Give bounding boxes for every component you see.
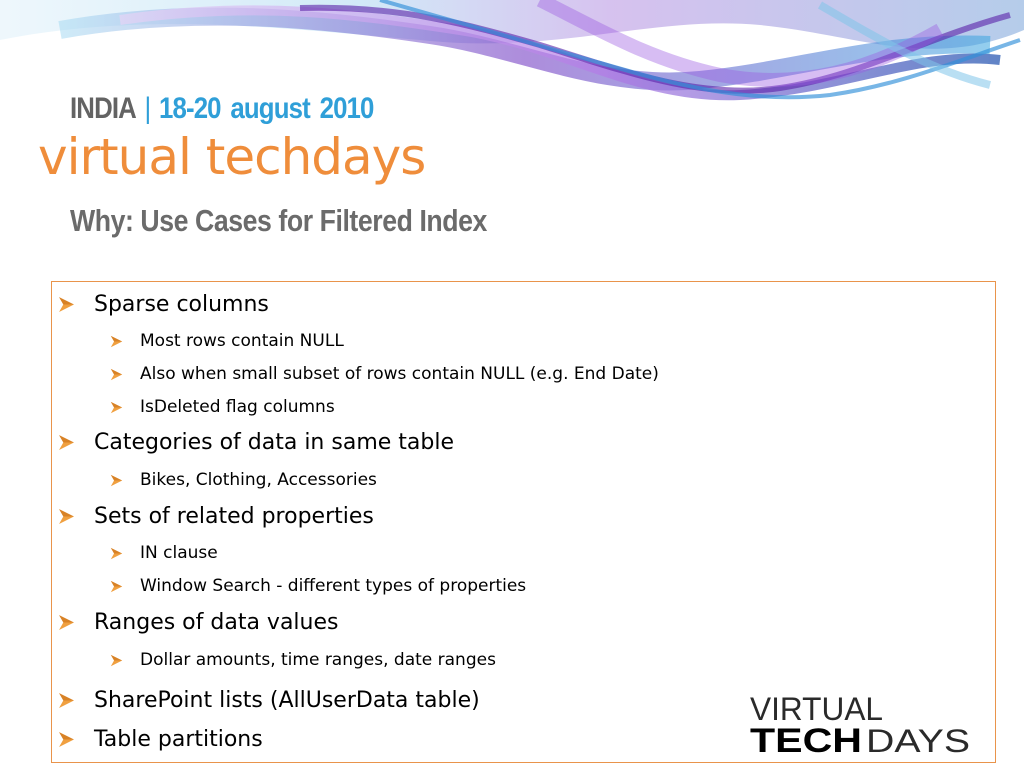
bullet-text: Sets of related properties [94, 504, 374, 529]
arrow-bullet-icon [58, 614, 75, 631]
bullet-item [58, 430, 454, 455]
bullet-text: Window Search - different types of properties [140, 576, 527, 596]
sub-bullet-item [110, 470, 377, 490]
arrow-bullet-icon [110, 335, 123, 348]
arrow-bullet-icon [110, 474, 123, 487]
arrow-bullet-icon [110, 547, 123, 560]
slide-title: Why: Use Cases for Filtered Index [70, 203, 487, 238]
bullet-item [58, 727, 263, 752]
sub-bullet-item [110, 543, 218, 563]
bullet-text: IsDeleted flag columns [140, 397, 335, 417]
bullet-text: Also when small subset of rows contain NULL (e.g. End Date) [140, 364, 659, 384]
sub-bullet-item [110, 650, 496, 670]
arrow-bullet-icon [110, 401, 123, 414]
arrow-bullet-icon [58, 434, 75, 451]
event-country: INDIA [70, 92, 136, 125]
bullet-text: Dollar amounts, time ranges, date ranges [140, 650, 496, 670]
arrow-bullet-icon [58, 731, 75, 748]
event-dateline [70, 92, 374, 126]
bullet-item [58, 292, 269, 317]
logo-line2-rest: DAYS [866, 723, 970, 756]
event-brand-name: virtual techdays [38, 128, 426, 186]
arrow-bullet-icon [110, 580, 123, 593]
event-dates: 18-20 august 2010 [158, 92, 374, 125]
sub-bullet-item [110, 576, 526, 596]
bullet-item [58, 610, 338, 635]
arrow-bullet-icon [58, 692, 75, 709]
arrow-bullet-icon [58, 296, 75, 313]
bullet-text: Bikes, Clothing, Accessories [140, 470, 377, 490]
bullet-text: Table partitions [94, 727, 263, 752]
sub-bullet-item [110, 364, 659, 384]
bullet-item [58, 504, 374, 529]
logo-line1: VIRTUAL [750, 691, 883, 727]
bullet-item [58, 688, 480, 713]
virtual-techdays-logo [750, 690, 972, 756]
sub-bullet-item [110, 331, 344, 351]
bullet-text: SharePoint lists (AllUserData table) [94, 688, 480, 713]
arrow-bullet-icon [58, 508, 75, 525]
bullet-text: Categories of data in same table [94, 430, 454, 455]
bullet-text: Most rows contain NULL [140, 331, 344, 351]
logo-line2-bold: TECH [750, 722, 862, 756]
bullet-text: Ranges of data values [94, 610, 339, 635]
sub-bullet-item [110, 397, 335, 417]
event-separator: | [144, 92, 151, 125]
arrow-bullet-icon [110, 368, 123, 381]
bullet-text: Sparse columns [94, 292, 269, 317]
bullet-text: IN clause [140, 543, 218, 563]
arrow-bullet-icon [110, 654, 123, 667]
